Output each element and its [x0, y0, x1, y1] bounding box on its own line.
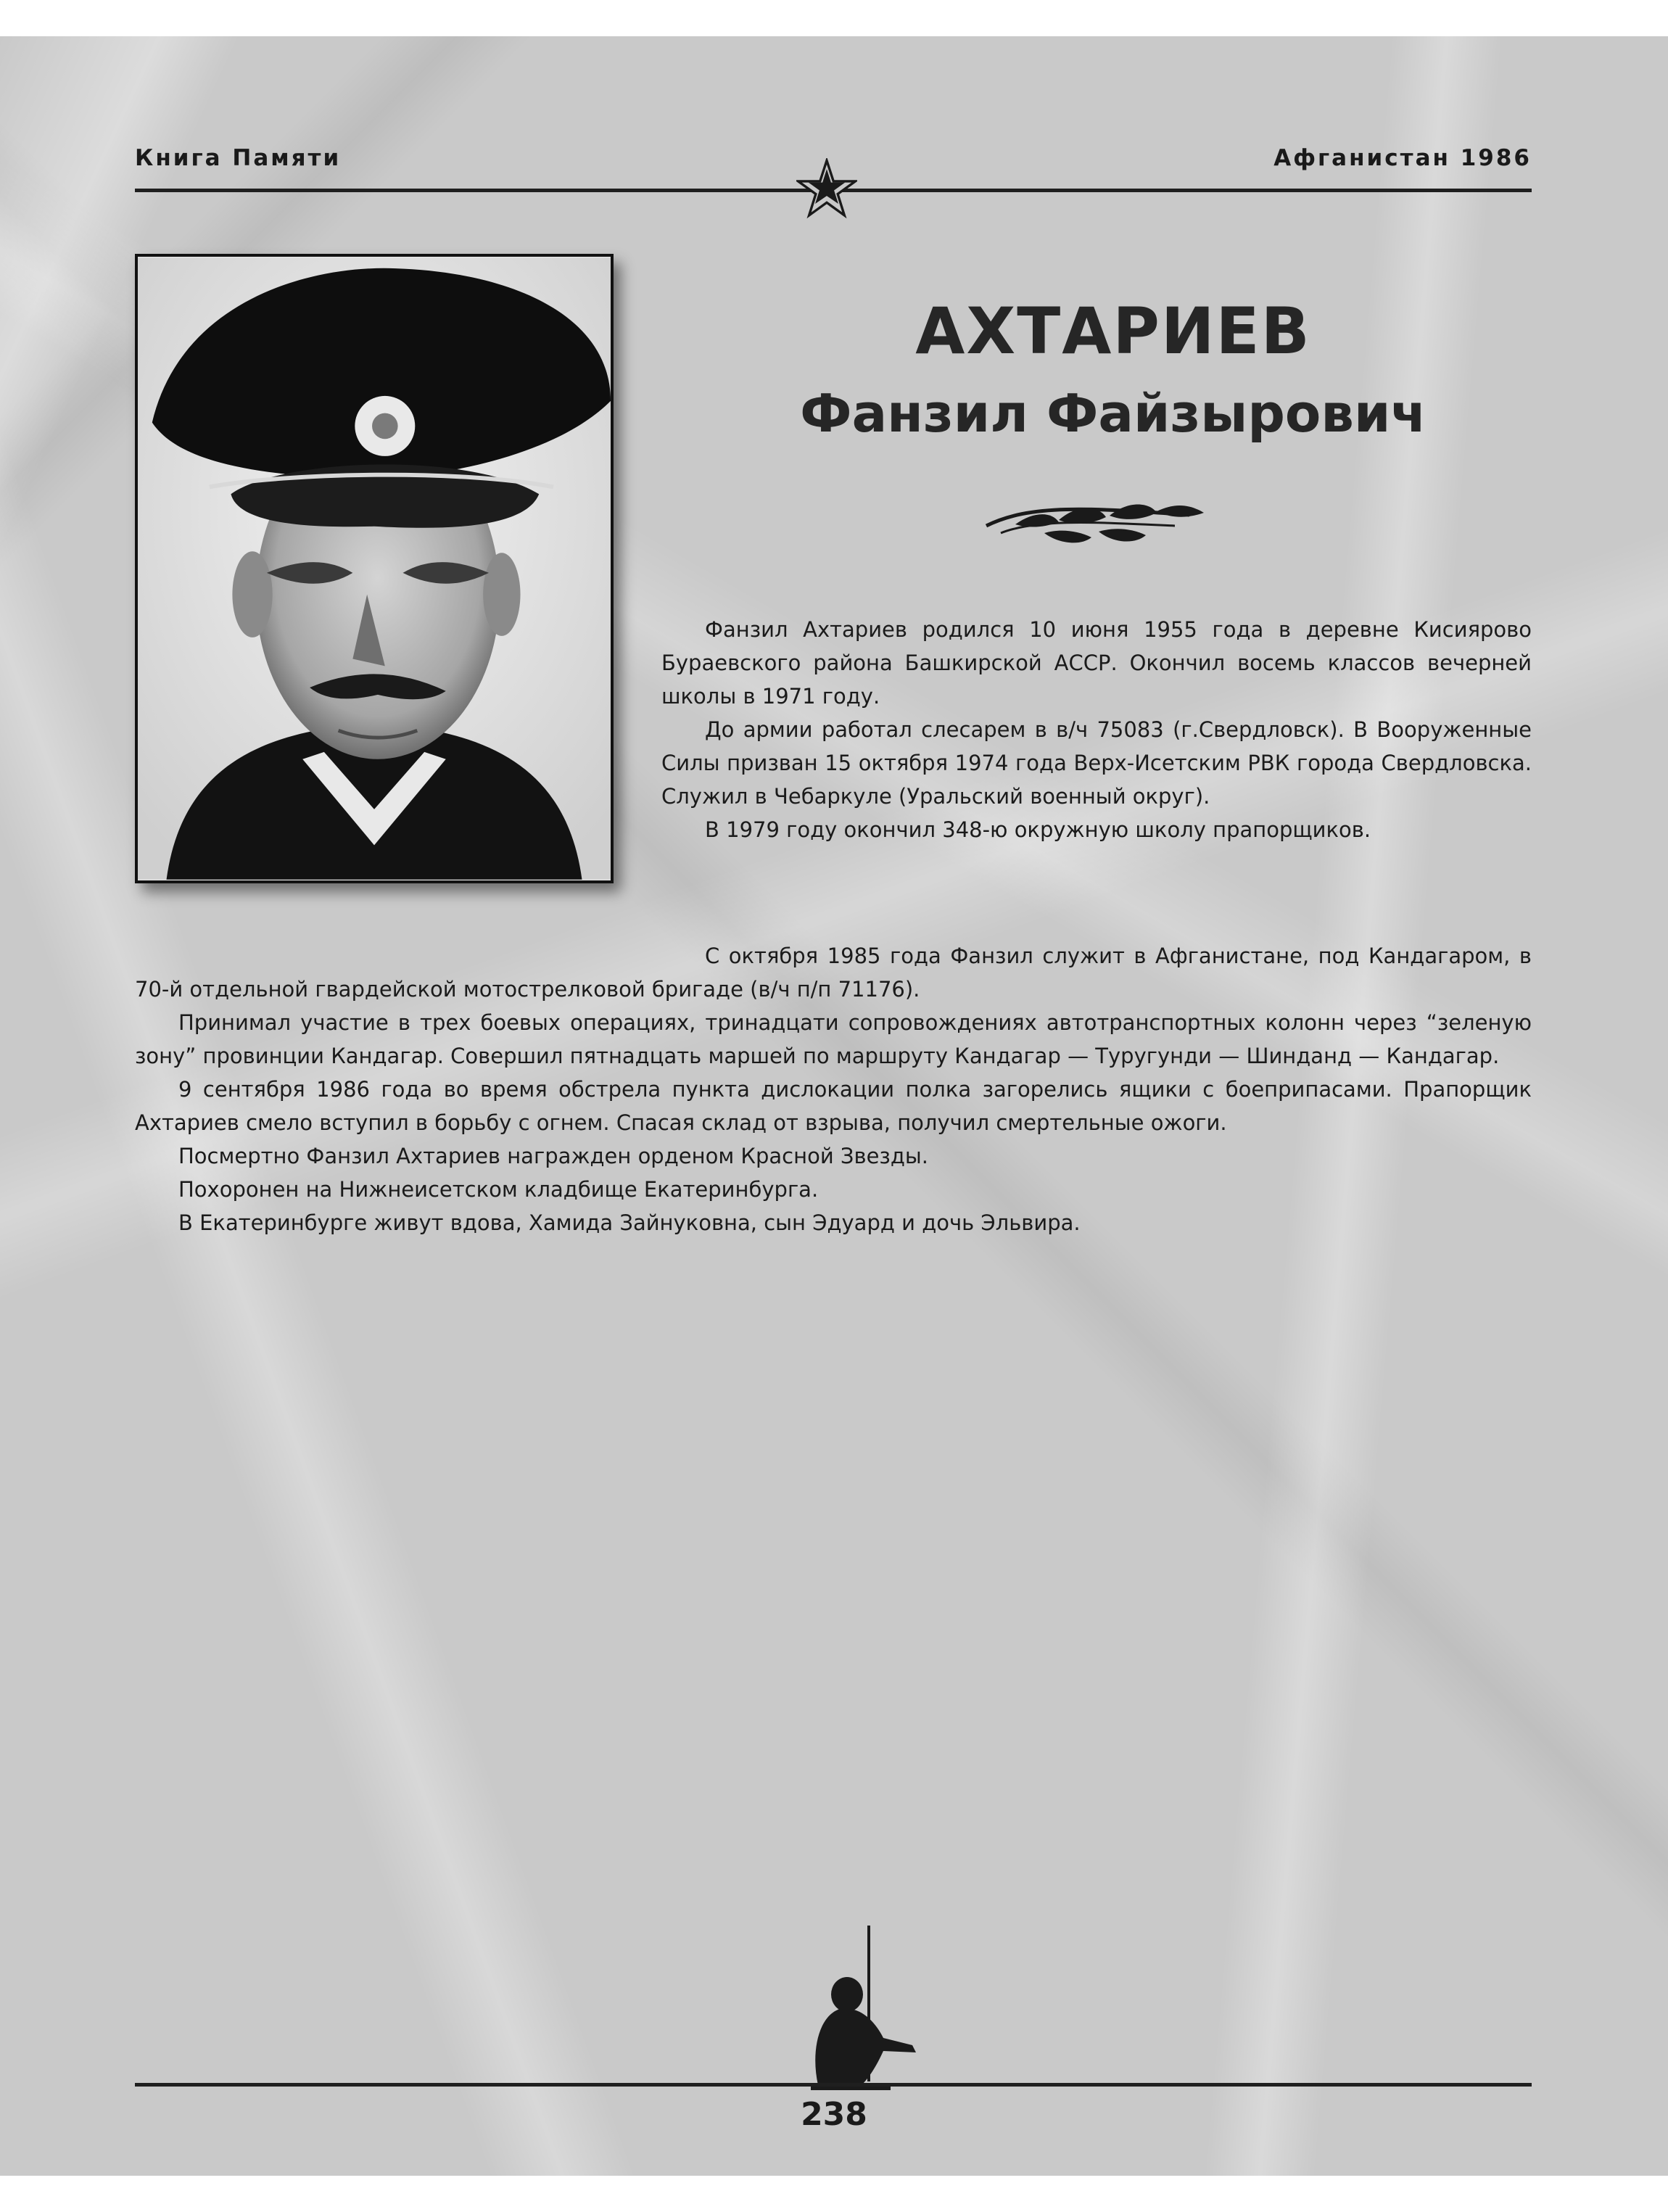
person-given-names: Фанзил Файзырович [800, 383, 1427, 444]
biography-paragraph: Похоронен на Нижнеисетском кладбище Екатеринбурга. [178, 1177, 819, 1202]
mourning-soldier-icon [767, 1922, 927, 2096]
biography-paragraph: В Екатеринбурге живут вдова, Хамида Зайнуковна, сын Эдуард и дочь Эльвира. [178, 1210, 1081, 1235]
page-number: 238 [801, 2096, 867, 2133]
biography-paragraph: Посмертно Фанзил Ахтариев награжден орденом Красной Звезды. [178, 1144, 929, 1168]
book-page [0, 36, 1668, 2176]
footer-divider [135, 2083, 1532, 2087]
biography-continued [135, 939, 1532, 1239]
biography-paragraph: Фанзил Ахтариев родился 10 июня 1955 года в деревне Кисиярово Бураевского района Башкирской АССР. Окончил восемь классов вечерней школы в 1971 году. [661, 617, 1532, 709]
star-icon [796, 158, 857, 219]
biography-paragraph: В 1979 году окончил 348-ю окружную школу прапорщиков. [705, 817, 1371, 842]
biography-paragraph: До армии работал слесарем в в/ч 75083 (г.Свердловск). В Вооруженные Силы призван 15 октября 1974 года Верх-Исетским РВК города Свердловска. Служил в Чебаркуле (Уральский военный округ). [661, 717, 1532, 809]
biography-intro [661, 613, 1532, 846]
laurel-ornament-icon [972, 482, 1211, 555]
portrait-photo [135, 254, 614, 883]
biography-paragraph: Принимал участие в трех боевых операциях, тринадцати сопровождениях автотранспортных колонн через “зеленую зону” провинции Кандагар. Совершил пятнадцать маршей по маршруту Кандагар — Туругунди — Шинданд — Кандагар. [135, 1010, 1532, 1068]
header-book-title: Книга Памяти [135, 145, 342, 171]
header-section-title: Афганистан 1986 [1273, 145, 1532, 171]
person-surname: АХТАРИЕВ [915, 294, 1311, 368]
biography-paragraph: 9 сентября 1986 года во время обстрела пункта дислокации полка загорелись ящики с боеприпасами. Прапорщик Ахтариев смело вступил в борьбу с огнем. Спасая склад от взрыва, получил смертельные ожоги. [135, 1077, 1532, 1135]
portrait-image [138, 257, 611, 880]
biography-paragraph: С октября 1985 года Фанзил служит в Афганистане, под Кандагаром, в 70-й отдельной гвардейской мотострелковой бригаде (в/ч п/п 71176). [135, 944, 1532, 1002]
